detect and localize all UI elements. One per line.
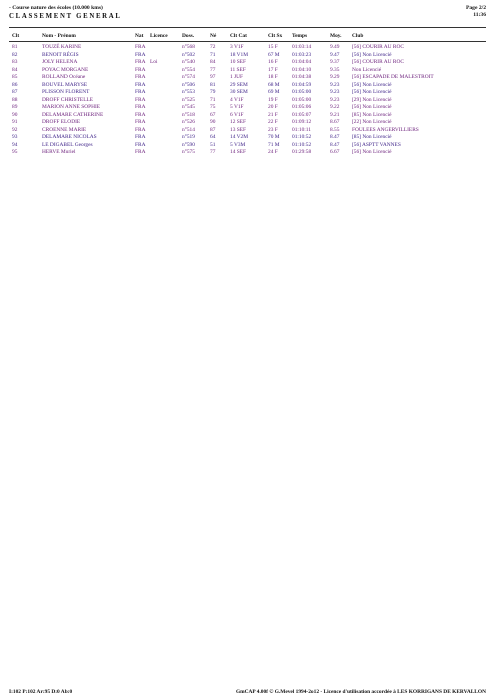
cell-temps: 01:05:06 [292, 104, 312, 110]
cell-clt: 90 [12, 111, 18, 118]
header-rule-top [9, 27, 486, 28]
cell-nom: DROFF ELODIE [42, 119, 81, 125]
cell-ne: 79 [210, 89, 216, 95]
footer-stats: I:102 P:102 Ar:95 D:0 Ab:0 [9, 689, 73, 695]
cell-nom: JOLY HELENA [42, 59, 78, 65]
cell-moy: 9.23 [330, 96, 340, 103]
cell-temps: 01:10:52 [292, 134, 312, 140]
cell-ne: 71 [210, 96, 216, 103]
cell-clt-sx: 20 F [268, 104, 278, 110]
cell-temps: 01:04:59 [292, 81, 312, 88]
print-time: 11:36 [473, 12, 486, 18]
col-clt-sx: Clt Sx [268, 33, 283, 39]
cell-club: [56] COURIR AU ROC [352, 44, 404, 50]
cell-temps: 01:05:00 [292, 89, 312, 95]
results-table [0, 44, 495, 157]
col-moy: Moy. [330, 33, 342, 39]
table-row [0, 89, 495, 97]
cell-nat: FRA [135, 74, 146, 80]
cell-club: [85] Non Licencié [352, 111, 392, 118]
cell-clt-sx: 19 F [268, 96, 278, 103]
cell-doss: n°514 [182, 126, 195, 133]
cell-nom: ROLLAND Océane [42, 74, 86, 80]
cell-club: [56] Non Licencié [352, 89, 392, 95]
cell-doss: n°518 [182, 111, 195, 118]
cell-clt-sx: 24 F [268, 149, 278, 155]
cell-moy: 9.21 [330, 111, 340, 118]
cell-nom: HERVE Muriel [42, 149, 76, 155]
cell-clt-cat: 29 SEM [230, 81, 248, 88]
cell-clt-cat: 5 V3M [230, 141, 246, 148]
cell-nat: FRA [135, 119, 146, 125]
table-row [0, 134, 495, 142]
cell-temps: 01:03:23 [292, 51, 312, 58]
cell-club: [56] Non Licencié [352, 51, 392, 58]
cell-temps: 01:05:00 [292, 96, 312, 103]
cell-doss: n°553 [182, 89, 195, 95]
cell-nat: FRA [135, 59, 146, 65]
cell-clt: 93 [12, 134, 18, 140]
cell-doss: n°568 [182, 44, 195, 50]
cell-doss: n°545 [182, 104, 195, 110]
page-subtitle: CLASSEMENT GENERAL [9, 13, 122, 20]
page-info [466, 5, 486, 19]
cell-clt-cat: 14 V2M [230, 134, 249, 140]
cell-ne: 75 [210, 104, 216, 110]
cell-clt: 91 [12, 119, 18, 125]
cell-clt-sx: 23 F [268, 126, 278, 133]
cell-moy: 9.23 [330, 81, 340, 88]
cell-clt: 92 [12, 126, 18, 133]
cell-temps: 01:04:38 [292, 74, 312, 80]
cell-temps: 01:09:12 [292, 119, 312, 125]
cell-moy: 8.47 [330, 141, 340, 148]
table-row [0, 52, 495, 60]
cell-clt: 89 [12, 104, 18, 110]
cell-club: [56] ASPTT VANNES [352, 141, 401, 148]
table-row [0, 119, 495, 127]
cell-moy: 9.22 [330, 104, 340, 110]
cell-doss: n°526 [182, 119, 195, 125]
cell-licence: Loi [150, 59, 158, 65]
cell-nom: DELAMARE CATHERINE [42, 111, 104, 118]
cell-club: [22] Non Licencié [352, 119, 392, 125]
cell-temps: 01:10:52 [292, 141, 312, 148]
cell-ne: 87 [210, 126, 216, 133]
cell-doss: n°574 [182, 74, 195, 80]
cell-temps: 01:04:10 [292, 66, 312, 73]
cell-clt-sx: 68 M [268, 81, 280, 88]
cell-nom: BENOIT RÉGIS [42, 51, 79, 58]
cell-nat: FRA [135, 51, 146, 58]
cell-clt-sx: 69 M [268, 89, 280, 95]
cell-moy: 9.35 [330, 66, 340, 73]
cell-nat: FRA [135, 111, 146, 118]
cell-clt-sx: 18 F [268, 74, 278, 80]
table-row [0, 112, 495, 120]
cell-moy: 9.29 [330, 74, 340, 80]
cell-ne: 64 [210, 134, 216, 140]
cell-ne: 81 [210, 81, 216, 88]
cell-nom: LE DIGABEL Georges [42, 141, 93, 148]
cell-club: [56] ESCAPADE DE MALESTROIT [352, 74, 434, 80]
cell-club: [56] Non Licencié [352, 81, 392, 88]
cell-club: FOULEES ANGERVILLIERS [352, 126, 419, 133]
col-ne: Né [210, 33, 217, 39]
cell-ne: 77 [210, 149, 216, 155]
cell-nat: FRA [135, 81, 146, 88]
cell-clt-cat: 12 SEF [230, 119, 247, 125]
col-temps: Temps [292, 33, 308, 39]
cell-ne: 72 [210, 44, 216, 50]
cell-nat: FRA [135, 66, 146, 73]
cell-clt-cat: 30 SEM [230, 89, 248, 95]
cell-club: [85] Non Licencié [352, 134, 392, 140]
cell-ne: 67 [210, 111, 216, 118]
cell-doss: n°590 [182, 141, 195, 148]
column-headers [0, 33, 495, 41]
cell-club: Non Licencié [352, 66, 382, 73]
cell-nom: DELAMARE NICOLAS [42, 134, 97, 140]
cell-clt-cat: 5 V1F [230, 104, 244, 110]
cell-clt-sx: 22 F [268, 119, 278, 125]
cell-nat: FRA [135, 134, 146, 140]
cell-nat: FRA [135, 149, 146, 155]
table-row [0, 104, 495, 112]
cell-doss: n°519 [182, 134, 195, 140]
table-row [0, 97, 495, 105]
cell-clt-sx: 17 F [268, 66, 278, 73]
cell-clt: 95 [12, 149, 18, 155]
cell-doss: n°525 [182, 96, 195, 103]
cell-ne: 71 [210, 51, 216, 58]
cell-club: [56] COURIR AU ROC [352, 59, 404, 65]
col-licence: Licence [150, 33, 168, 39]
table-row [0, 82, 495, 90]
cell-clt: 84 [12, 66, 18, 73]
footer-credits: GmCAP 4.00f © G.Mevel 1994-2o12 - Licence d'utilisation accordée à LES KORRIGANS DE KERVALLON [235, 689, 486, 695]
cell-doss: n°554 [182, 66, 195, 73]
table-row [0, 59, 495, 67]
cell-nom: PLISSON FLORENT [42, 89, 90, 95]
cell-clt: 83 [12, 59, 18, 65]
cell-clt-cat: 4 V1F [230, 96, 244, 103]
cell-clt: 81 [12, 44, 18, 50]
col-doss: Doss. [182, 33, 195, 39]
table-row [0, 149, 495, 157]
cell-clt: 94 [12, 141, 18, 148]
cell-moy: 8.47 [330, 134, 340, 140]
cell-moy: 9.37 [330, 59, 340, 65]
cell-clt-sx: 71 M [268, 141, 280, 148]
cell-temps: 01:29:58 [292, 149, 312, 155]
cell-clt: 82 [12, 51, 18, 58]
cell-doss: n°540 [182, 59, 195, 65]
cell-nom: TOUZÉ KARINE [42, 44, 82, 50]
cell-clt: 86 [12, 81, 18, 88]
cell-nat: FRA [135, 89, 146, 95]
table-row [0, 127, 495, 135]
cell-clt-cat: 13 SEF [230, 126, 247, 133]
cell-nat: FRA [135, 96, 146, 103]
cell-clt-cat: 10 SEF [230, 59, 247, 65]
cell-ne: 97 [210, 74, 216, 80]
cell-moy: 6.67 [330, 149, 340, 155]
cell-clt-sx: 15 F [268, 44, 278, 50]
cell-doss: n°575 [182, 149, 195, 155]
cell-moy: 8.67 [330, 119, 340, 125]
col-clt: Clt [12, 33, 20, 39]
cell-clt-cat: 6 V1F [230, 111, 244, 118]
cell-ne: 90 [210, 119, 216, 125]
cell-clt-sx: 70 M [268, 134, 280, 140]
cell-clt-sx: 16 F [268, 59, 278, 65]
race-title: - Course nature des écoles (10.000 kms) [9, 5, 103, 11]
cell-clt-cat: 18 V1M [230, 51, 249, 58]
cell-nom: CROENNE MARIE [42, 126, 87, 133]
cell-temps: 01:10:11 [292, 126, 311, 133]
cell-club: [56] Non Licencié [352, 104, 392, 110]
table-row [0, 74, 495, 82]
cell-moy: 9.47 [330, 51, 340, 58]
cell-clt: 88 [12, 96, 18, 103]
cell-doss: n°506 [182, 81, 195, 88]
cell-moy: 9.49 [330, 44, 340, 50]
table-row [0, 67, 495, 75]
col-clt-cat: Clt Cat [230, 33, 247, 39]
cell-temps: 01:05:07 [292, 111, 312, 118]
table-row [0, 142, 495, 150]
col-nom: Nom - Prénom [42, 33, 76, 39]
cell-clt-sx: 67 M [268, 51, 280, 58]
cell-clt: 85 [12, 74, 18, 80]
cell-clt-cat: 11 SEF [230, 66, 246, 73]
cell-nat: FRA [135, 44, 146, 50]
cell-ne: 51 [210, 141, 216, 148]
cell-clt-sx: 21 F [268, 111, 278, 118]
cell-club: [56] Non Licencié [352, 149, 392, 155]
col-club: Club [352, 33, 364, 39]
cell-clt: 87 [12, 89, 18, 95]
cell-nat: FRA [135, 104, 146, 110]
cell-temps: 01:03:14 [292, 44, 312, 50]
header-rule-bottom [9, 41, 486, 42]
cell-nom: BOUVEL MARYSE [42, 81, 88, 88]
cell-clt-cat: 1 JUF [230, 74, 244, 80]
cell-temps: 01:04:04 [292, 59, 312, 65]
cell-nat: FRA [135, 126, 146, 133]
cell-moy: 8.55 [330, 126, 340, 133]
cell-clt-cat: 3 V1F [230, 44, 244, 50]
cell-club: [29] Non Licencié [352, 96, 392, 103]
col-nat: Nat [135, 33, 144, 39]
cell-ne: 77 [210, 66, 216, 73]
cell-nom: DROFF CHRISTELLE [42, 96, 94, 103]
cell-doss: n°502 [182, 51, 195, 58]
table-row [0, 44, 495, 52]
cell-nom: MARION ANNE SOPHIE [42, 104, 101, 110]
cell-ne: 84 [210, 59, 216, 65]
cell-moy: 9.23 [330, 89, 340, 95]
cell-nom: POYAC MORGANE [42, 66, 89, 73]
page-number: Page 2/2 [465, 5, 486, 11]
cell-clt-cat: 14 SEF [230, 149, 247, 155]
cell-nat: FRA [135, 141, 146, 148]
